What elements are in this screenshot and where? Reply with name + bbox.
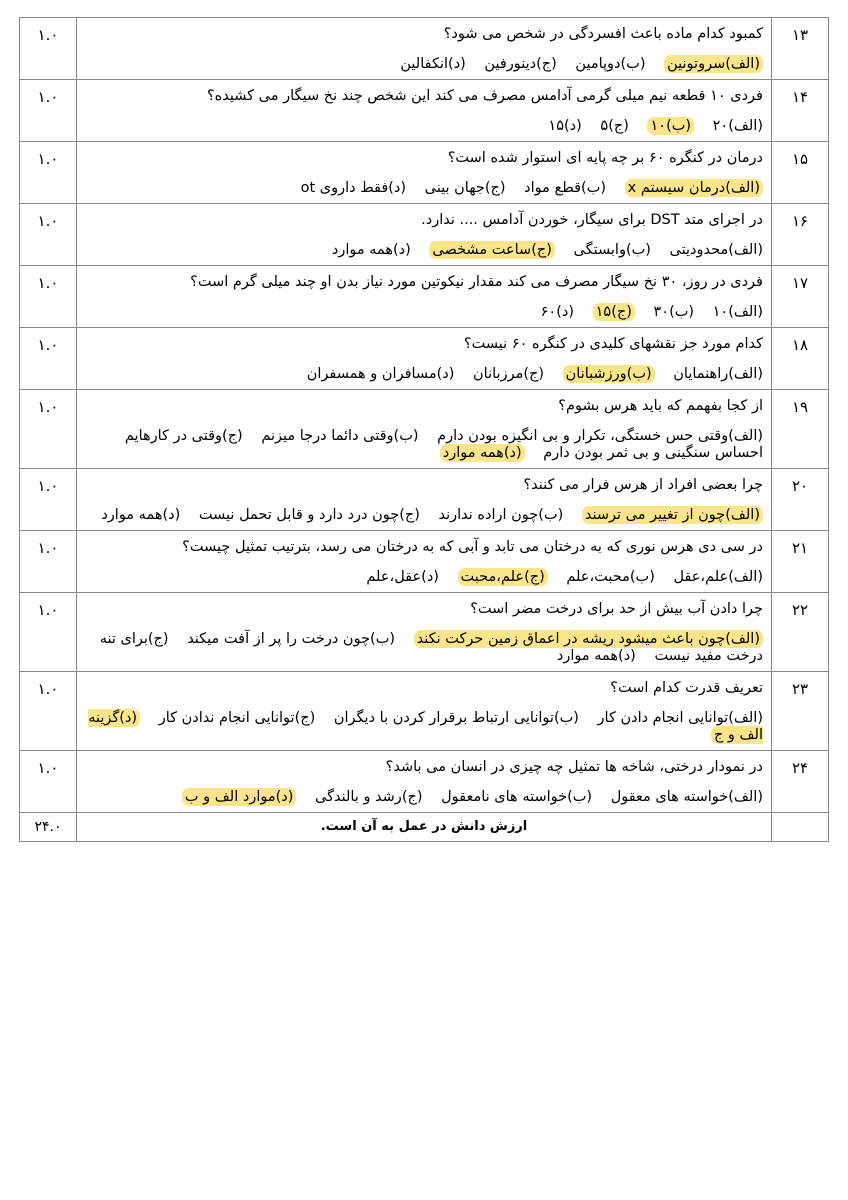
answer-option: (د)همه موارد (101, 507, 181, 523)
question-text: تعریف قدرت کدام است؟ (610, 680, 763, 696)
answer-option: (الف)وقتی حس خستگی، تکرار و بی انگیزه بودن دارم (437, 428, 763, 444)
question-score: ۱.۰ (20, 672, 77, 751)
question-text: در سی دی هرس نوری که به درختان می تابد و آبی که به درختان می رسد، بترتیب تمثیل چیست؟ (182, 539, 763, 555)
question-cell (77, 18, 772, 80)
answer-option: (ب)چون اراده ندارند (438, 507, 564, 523)
answer-option: (ب)توانایی ارتباط برقرار کردن با دیگران (333, 710, 579, 726)
options-list (83, 242, 763, 261)
answer-option: (ج)وقتی در کارهایم احساس سنگینی و بی ثمر بودن دارم (124, 428, 763, 461)
question-score: ۱.۰ (20, 204, 77, 266)
question-score: ۱.۰ (20, 80, 77, 142)
answer-option: (د)عقل،علم (366, 569, 439, 585)
question-text: درمان در کنگره ۶۰ بر چه پایه ای استوار شده است؟ (447, 150, 763, 166)
correct-answer-option: (ج)علم،محبت (458, 568, 548, 586)
answer-option: (ب)وقتی دائما درجا میزنم (261, 428, 419, 444)
question-cell (77, 531, 772, 593)
answer-option: (الف)خواسته های معقول (610, 789, 763, 805)
correct-answer-option: (الف)سروتونین (664, 55, 763, 73)
question-score: ۱.۰ (20, 390, 77, 469)
options-list (83, 789, 763, 808)
answer-option: (ب)وابستگی (573, 242, 651, 258)
question-number: ۲۳ (772, 672, 829, 751)
answer-option: (د)۱۵ (548, 118, 582, 134)
question-row (20, 18, 829, 80)
question-number: ۱۷ (772, 266, 829, 328)
question-text: کدام مورد جز نقشهای کلیدی در کنگره ۶۰ نیست؟ (463, 336, 763, 352)
options-list (83, 56, 763, 75)
answer-option: (ج)مرزبانان (473, 366, 545, 382)
question-number: ۱۵ (772, 142, 829, 204)
answer-option: (الف)علم،عقل (673, 569, 763, 585)
answer-option: (ج)دینورفین (484, 56, 557, 72)
answer-option: (ج)رشد و بالندگی (314, 789, 423, 805)
question-number: ۲۲ (772, 593, 829, 672)
correct-answer-option: (الف)چون باعث میشود ریشه در اعماق زمین حرکت نکند (414, 630, 763, 648)
question-score: ۱.۰ (20, 531, 77, 593)
options-list (83, 507, 763, 526)
question-text: در اجرای متد DST برای سیگار، خوردن آدامس .... ندارد. (421, 212, 763, 228)
question-text: از کجا بفهمم که باید هرس بشوم؟ (558, 398, 763, 414)
answer-option: (الف)۲۰ (712, 118, 763, 134)
answer-option: (ب)قطع مواد (524, 180, 607, 196)
question-row (20, 328, 829, 390)
answer-option: (ج)برای تنه درخت مفید نیست (99, 631, 763, 664)
footer-number-cell (772, 813, 829, 842)
question-row (20, 469, 829, 531)
question-row (20, 80, 829, 142)
question-text: چرا دادن آب بیش از حد برای درخت مضر است؟ (470, 601, 763, 617)
answer-option: (ب)چون درخت را پر از آفت میکند (187, 631, 396, 647)
question-score: ۱.۰ (20, 266, 77, 328)
answer-option: (الف)توانایی انجام دادن کار (597, 710, 763, 726)
question-score: ۱.۰ (20, 142, 77, 204)
options-list (83, 304, 763, 323)
options-list (83, 569, 763, 588)
question-number: ۲۰ (772, 469, 829, 531)
question-row (20, 593, 829, 672)
question-cell (77, 469, 772, 531)
question-number: ۱۸ (772, 328, 829, 390)
correct-answer-option: (ب)ورزشبانان (563, 365, 655, 383)
footer-row (20, 813, 829, 842)
question-number: ۲۴ (772, 751, 829, 813)
correct-answer-option: (د)همه موارد (440, 444, 525, 462)
answer-option: (الف)راهنمایان (673, 366, 763, 382)
answer-option: (ب)دوپامین (575, 56, 646, 72)
options-list (83, 710, 763, 746)
answer-option: (ب)محبت،علم (566, 569, 655, 585)
footer-motto: ارزش دانش در عمل به آن است. (77, 813, 772, 842)
answer-option: (ج)چون درد دارد و قابل تحمل نیست (198, 507, 420, 523)
question-row (20, 266, 829, 328)
options-list (83, 366, 763, 385)
question-cell (77, 390, 772, 469)
answer-option: (د)همه موارد (556, 648, 636, 664)
question-number: ۱۴ (772, 80, 829, 142)
correct-answer-option: (الف)چون از تغییر می ترسند (582, 506, 763, 524)
answer-option: (الف)محدودیتی (669, 242, 763, 258)
question-row (20, 672, 829, 751)
answer-option: (ج)توانایی انجام ندادن کار (158, 710, 316, 726)
question-score: ۱.۰ (20, 18, 77, 80)
answer-option: (د)مسافران و همسفران (306, 366, 455, 382)
question-score: ۱.۰ (20, 751, 77, 813)
question-text: فردی در روز، ۳۰ نخ سیگار مصرف می کند مقدار نیکوتین مورد نیاز بدن او چند میلی گرم است؟ (190, 274, 763, 290)
question-row (20, 751, 829, 813)
question-cell (77, 142, 772, 204)
question-text: در نمودار درختی، شاخه ها تمثیل چه چیزی در انسان می باشد؟ (385, 759, 763, 775)
correct-answer-option: (د)گزینه الف و ج (88, 710, 763, 743)
question-cell (77, 204, 772, 266)
correct-answer-option: (ج)ساعت مشخصی (429, 241, 554, 259)
answer-option: (الف)۱۰ (712, 304, 763, 320)
answer-option: (ب)خواسته های نامعقول (441, 789, 593, 805)
question-cell (77, 266, 772, 328)
correct-answer-option: (ب)۱۰ (647, 117, 694, 135)
answer-option: (ب)۳۰ (653, 304, 695, 320)
question-row (20, 204, 829, 266)
question-row (20, 142, 829, 204)
question-score: ۱.۰ (20, 593, 77, 672)
options-list (83, 180, 763, 199)
question-cell (77, 751, 772, 813)
options-list (83, 428, 763, 464)
answer-option: (ج)۵ (600, 118, 629, 134)
question-cell (77, 328, 772, 390)
question-row (20, 390, 829, 469)
question-number: ۱۹ (772, 390, 829, 469)
questions-body (20, 18, 829, 813)
question-text: چرا بعضی افراد از هرس فرار می کنند؟ (523, 477, 763, 493)
correct-answer-option: (ج)۱۵ (593, 303, 635, 321)
answer-option: (د)۶۰ (540, 304, 574, 320)
question-score: ۱.۰ (20, 469, 77, 531)
answer-option: (د)همه موارد (331, 242, 411, 258)
answer-option: (د)انکفالین (400, 56, 466, 72)
question-number: ۱۶ (772, 204, 829, 266)
question-text: کمبود کدام ماده باعث افسردگی در شخص می شود؟ (443, 26, 763, 42)
question-cell (77, 593, 772, 672)
question-score: ۱.۰ (20, 328, 77, 390)
correct-answer-option: (د)موارد الف و ب (182, 788, 296, 806)
question-row (20, 531, 829, 593)
answer-option: (د)فقط داروی ot (300, 180, 407, 196)
question-number: ۱۳ (772, 18, 829, 80)
options-list (83, 118, 763, 137)
exam-table (19, 17, 829, 842)
question-number: ۲۱ (772, 531, 829, 593)
question-cell (77, 80, 772, 142)
answer-option: (ج)جهان بینی (424, 180, 506, 196)
correct-answer-option: (الف)درمان سیستم x (625, 179, 763, 197)
question-text: فردی ۱۰ قطعه نیم میلی گرمی آدامس مصرف می کند این شخص چند نخ سیگار می کشیده؟ (206, 88, 763, 104)
total-score: ۲۴.۰ (20, 813, 77, 842)
options-list (83, 631, 763, 667)
question-cell (77, 672, 772, 751)
